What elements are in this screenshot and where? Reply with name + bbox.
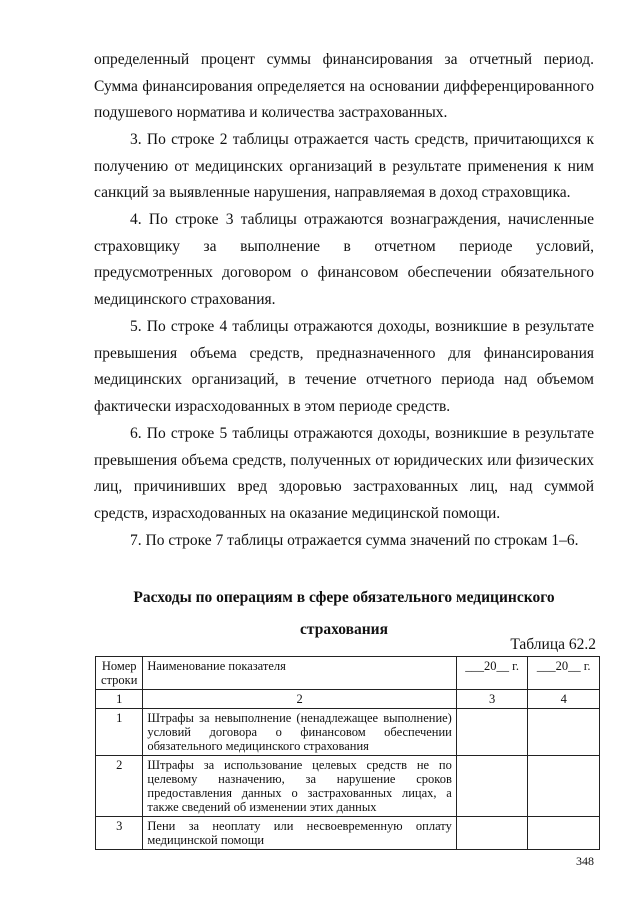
table-caption: Таблица 62.2 [510,636,596,653]
row-number: 1 [96,709,143,756]
paragraph-3: 4. По строке 3 таблицы отражаются вознаграждения, начисленные страховщику за выполнение в отчетном периоде условий, предусмотренных договором о финансовом обеспечении обязательного медицинского страхования. [94,211,594,308]
page-number: 348 [576,854,594,868]
section-title: Расходы по операциям в сфере обязательного медицинского страхования [133,589,555,638]
table-header-row [96,657,600,690]
paragraph-5: 6. По строке 5 таблицы отражаются доходы, возникшие в результате превышения объема средств, полученных от юридических или физических лиц, причинивших вред здоровью застрахованных лиц, над суммой средств, израсходованных на оказание медицинской помощи. [94,425,594,522]
row-value-year-1 [456,817,528,850]
header-row-number: Номер строки [96,657,143,690]
index-cell-4: 4 [528,690,600,709]
expenses-table [95,656,600,850]
index-cell-3: 3 [456,690,528,709]
header-year-1: ___20__ г. [456,657,528,690]
row-number: 2 [96,756,143,817]
paragraph-4: 5. По строке 4 таблицы отражаются доходы, возникшие в результате превышения объема средств, предназначенного для финансирования медицинских организаций, в течение отчетного периода над объемом фактически израсходованных в этом периоде средств. [94,318,594,415]
table-index-row [96,690,600,709]
row-value-year-2 [528,709,600,756]
table-row [96,756,600,817]
row-value-year-2 [528,756,600,817]
paragraph-6: 7. По строке 7 таблицы отражается сумма значений по строкам 1–6. [130,532,579,549]
row-value-year-2 [528,817,600,850]
row-indicator: Штрафы за использование целевых средств не по целевому назначению, за нарушение сроков предоставления данных о застрахованных лицах, а также сведений об изменении этих данных [143,756,456,817]
index-cell-1: 1 [96,690,143,709]
paragraph-1: определенный процент суммы финансирования за отчетный период. Сумма финансирования определяется на основании дифференцированного подушевого норматива и количества застрахованных. [94,51,594,121]
header-indicator-name: Наименование показателя [143,657,456,690]
row-indicator: Штрафы за невыполнение (ненадлежащее выполнение) условий договора о финансовом обеспечении обязательного медицинского страхования [143,709,456,756]
paragraph-2: 3. По строке 2 таблицы отражается часть средств, причитающихся к получению от медицинских организаций в результате применения к ним санкций за выявленные нарушения, направляемая в доход страховщика. [94,131,594,201]
index-cell-2: 2 [143,690,456,709]
row-value-year-1 [456,709,528,756]
row-number: 3 [96,817,143,850]
header-year-2: ___20__ г. [528,657,600,690]
table-row [96,817,600,850]
row-value-year-1 [456,756,528,817]
table-row [96,709,600,756]
row-indicator: Пени за неоплату или несвоевременную оплату медицинской помощи [143,817,456,850]
